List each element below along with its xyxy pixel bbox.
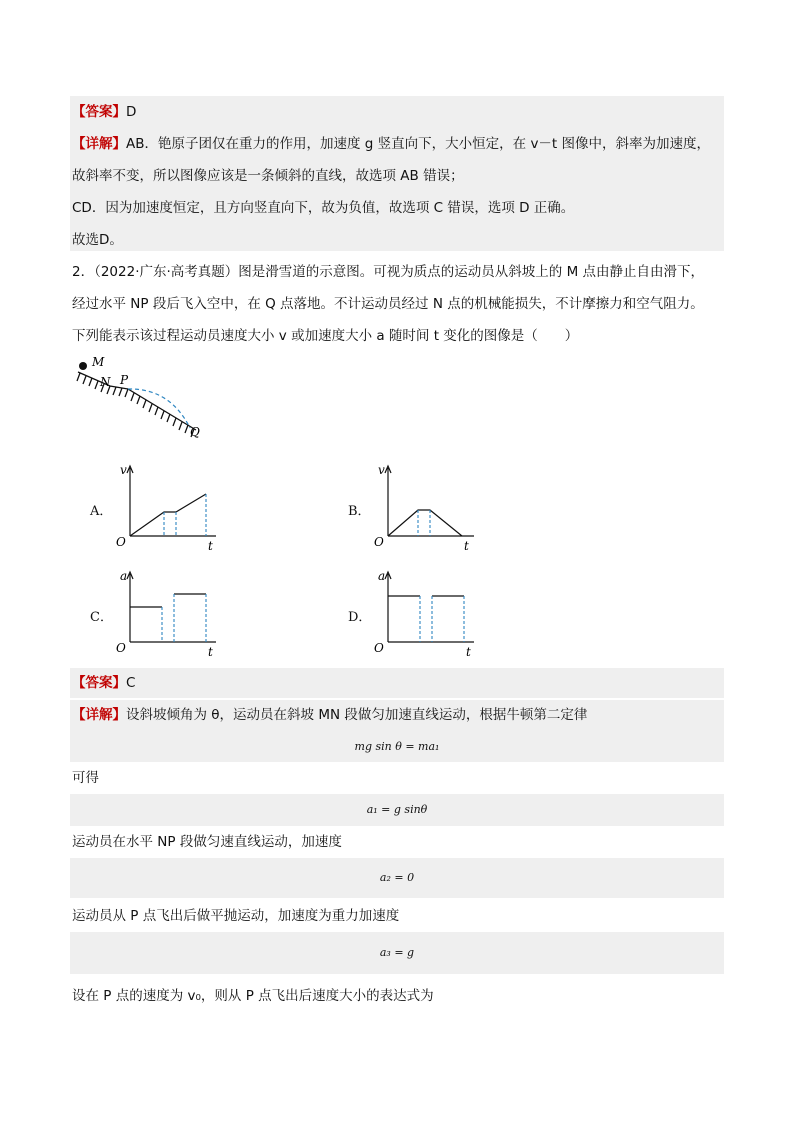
equation-1: mg sin θ = ma₁	[354, 740, 440, 753]
answer-1	[72, 102, 136, 122]
svg-text:O: O	[116, 641, 126, 655]
equation-3: a₂ = 0	[379, 871, 415, 884]
svg-text:t: t	[466, 645, 471, 659]
question-2-line-3: 下列能表示该过程运动员速度大小 v 或加速度大小 a 随时间 t 变化的图像是（ ）	[72, 328, 579, 344]
option-a-label: A．	[90, 504, 113, 519]
detail-1-line-2: 故斜率不变，所以图像应该是一条倾斜的直线，故选项 AB 错误；	[72, 168, 464, 184]
option-c-graph	[112, 566, 222, 661]
equation-4: a₃ = g	[379, 946, 415, 959]
svg-text:v: v	[120, 463, 127, 477]
detail-2-text-2: 可得	[72, 770, 99, 786]
equation-2: a₁ = g sinθ	[366, 803, 428, 816]
ski-slope-diagram	[60, 350, 220, 445]
option-b-label: B．	[348, 504, 371, 519]
detail-2-text-5: 设在 P 点的速度为 v₀，则从 P 点飞出后速度大小的表达式为	[72, 988, 434, 1004]
option-b-graph	[370, 460, 480, 555]
answer-2	[72, 673, 135, 693]
svg-text:t: t	[464, 539, 469, 553]
option-d-graph	[370, 566, 480, 661]
svg-text:a: a	[378, 569, 386, 583]
detail-tag: 【详解】	[72, 136, 126, 152]
detail-1-line-3: CD．因为加速度恒定，且方向竖直向下，故为负值，故选项 C 错误，选项 D 正确。	[72, 200, 575, 216]
detail-1-line-1: 【详解】AB．铯原子团仅在重力的作用，加速度 g 竖直向下，大小恒定，在 v－t 图像中，斜率为加速度，	[72, 136, 711, 152]
svg-text:M: M	[92, 355, 105, 369]
answer-tag: 【答案】	[72, 675, 126, 691]
answer-tag: 【答案】	[72, 104, 126, 120]
svg-text:a: a	[120, 569, 128, 583]
answer-value: D	[126, 104, 137, 120]
detail-2-text-3: 运动员在水平 NP 段做匀速直线运动，加速度	[72, 834, 342, 850]
svg-text:N: N	[100, 375, 111, 389]
detail-2-text-4: 运动员从 P 点飞出后做平抛运动，加速度为重力加速度	[72, 908, 400, 924]
option-c-label: C．	[90, 610, 113, 625]
svg-text:O: O	[374, 641, 384, 655]
svg-text:P: P	[120, 373, 129, 387]
skier-icon	[79, 362, 87, 370]
svg-text:O: O	[116, 535, 126, 549]
question-2-line-1: 2．（2022·广东·高考真题）图是滑雪道的示意图。可视为质点的运动员从斜坡上的 M 点由静止自由滑下，	[72, 264, 705, 280]
svg-text:v: v	[378, 463, 385, 477]
detail-tag: 【详解】	[72, 707, 126, 723]
svg-text:t: t	[208, 539, 213, 553]
question-2-line-2: 经过水平 NP 段后飞入空中，在 Q 点落地。不计运动员经过 N 点的机械能损失，不计摩擦力和空气阻力。	[72, 296, 704, 312]
svg-text:t: t	[208, 645, 213, 659]
answer-block-2	[70, 668, 724, 698]
option-a-graph	[112, 460, 222, 555]
answer-value: C	[126, 675, 136, 691]
detail-1-line-4: 故选D。	[72, 232, 123, 248]
svg-text:Q: Q	[190, 425, 200, 439]
svg-text:O: O	[374, 535, 384, 549]
option-d-label: D．	[348, 610, 372, 625]
detail-2-line-1: 【详解】设斜坡倾角为 θ，运动员在斜坡 MN 段做匀加速直线运动，根据牛顿第二定律	[72, 707, 588, 723]
